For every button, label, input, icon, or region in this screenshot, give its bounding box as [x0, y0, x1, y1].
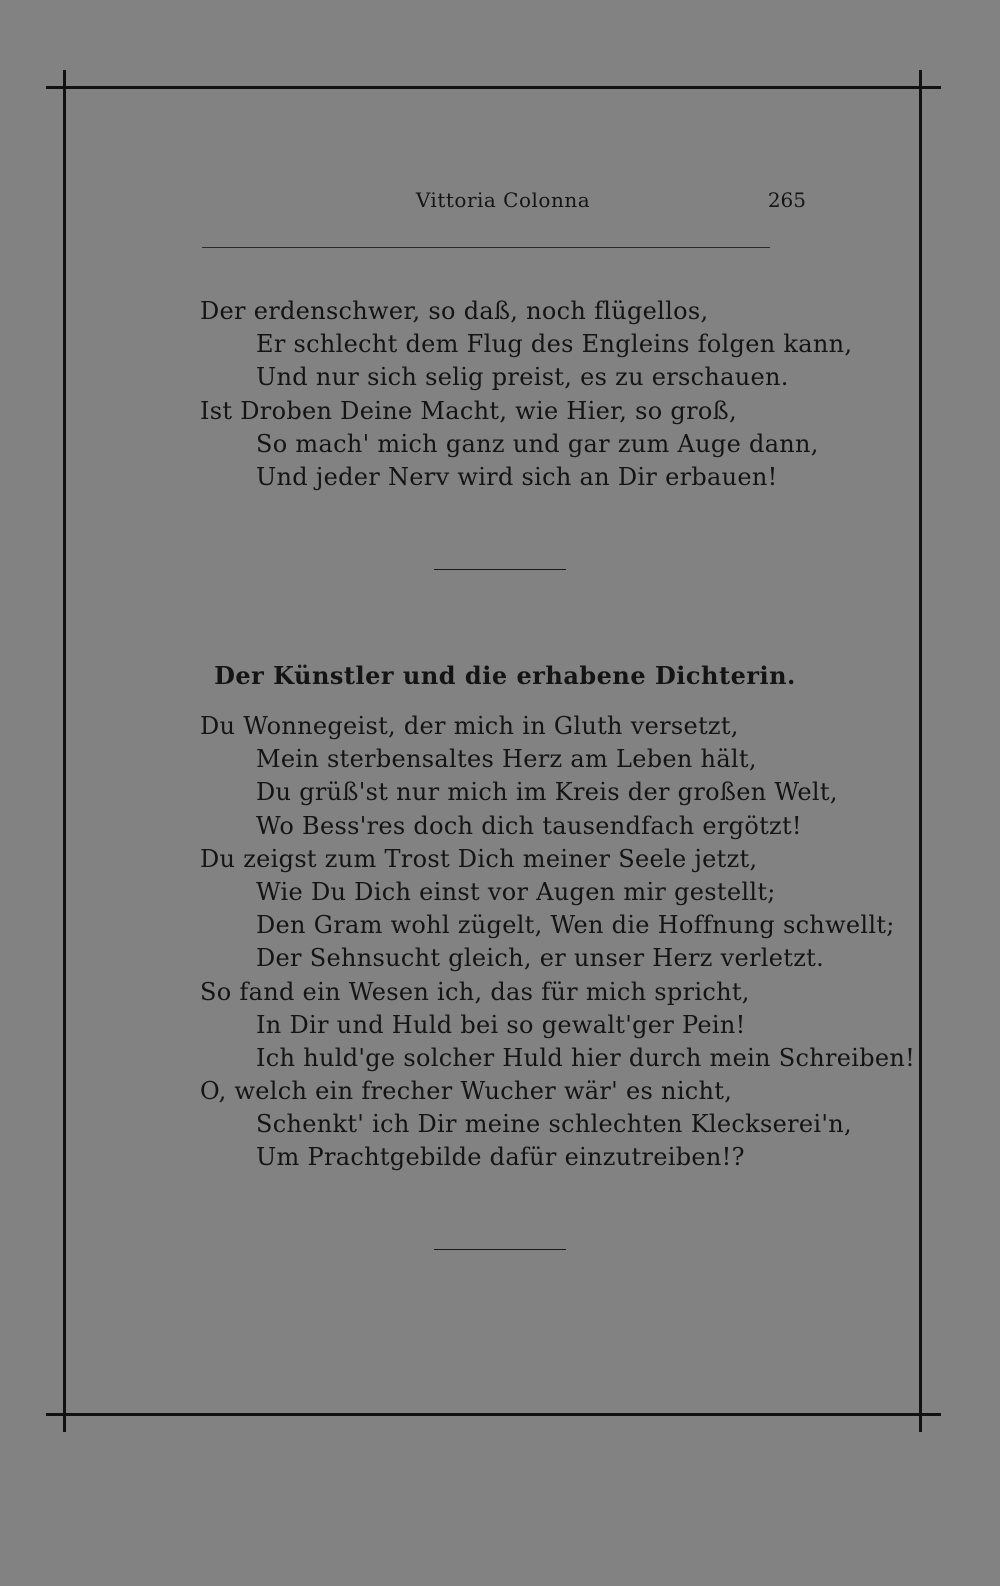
- poem-line: Er schlecht dem Flug des Engleins folgen kann,: [256, 330, 853, 359]
- poem-line: Den Gram wohl zügelt, Wen die Hoffnung schwellt;: [256, 911, 895, 940]
- poem-line: Der erdenschwer, so daß, noch flügellos,: [200, 297, 709, 325]
- poem-title: Der Künstler und die erhabene Dichterin.: [214, 661, 796, 690]
- poem-line: So fand ein Wesen ich, das für mich spricht,: [200, 977, 750, 1006]
- poem-line: Wo Bess'res doch dich tausendfach ergötzt!: [256, 811, 802, 840]
- poem-line: In Dir und Huld bei so gewalt'ger Pein!: [256, 1010, 746, 1039]
- frame-left-rule: [63, 70, 66, 1432]
- poem-line: Und nur sich selig preist, es zu erschauen.: [256, 363, 789, 392]
- poem-line: Der Sehnsucht gleich, er unser Herz verletzt.: [256, 944, 825, 973]
- poem-line: Du zeigst zum Trost Dich meiner Seele jetzt,: [200, 844, 758, 873]
- page-number: 265: [767, 188, 806, 212]
- section-separator: [434, 569, 566, 570]
- poem-line: Um Prachtgebilde dafür einzutreiben!?: [256, 1143, 745, 1172]
- poem-line: Mein sterbensaltes Herz am Leben hält,: [256, 745, 757, 774]
- header-rule: [202, 247, 770, 248]
- running-title: Vittoria Colonna: [415, 188, 591, 212]
- frame-top-rule: [46, 86, 941, 89]
- poem-line: Du Wonnegeist, der mich in Gluth versetzt,: [200, 712, 739, 740]
- poem-body: [200, 710, 916, 1175]
- frame-right-rule: [919, 70, 922, 1432]
- frame-bottom-rule: [46, 1413, 941, 1416]
- poem-line: Ich huld'ge solcher Huld hier durch mein Schreiben!: [256, 1043, 916, 1072]
- poem-line: O, welch ein frecher Wucher wär' es nicht,: [200, 1077, 733, 1106]
- poem-line: Und jeder Nerv wird sich an Dir erbauen!: [256, 462, 778, 491]
- poem-line: So mach' mich ganz und gar zum Auge dann,: [256, 429, 819, 458]
- running-head: [200, 188, 806, 218]
- poem-line: Du grüß'st nur mich im Kreis der großen Welt,: [256, 778, 838, 807]
- poem-line: Wie Du Dich einst vor Augen mir gestellt;: [256, 877, 776, 906]
- end-separator: [434, 1249, 566, 1250]
- poem-line: Schenkt' ich Dir meine schlechten Kleckserei'n,: [256, 1110, 852, 1139]
- continued-poem: [200, 295, 853, 494]
- poem-line: Ist Droben Deine Macht, wie Hier, so groß,: [200, 396, 737, 425]
